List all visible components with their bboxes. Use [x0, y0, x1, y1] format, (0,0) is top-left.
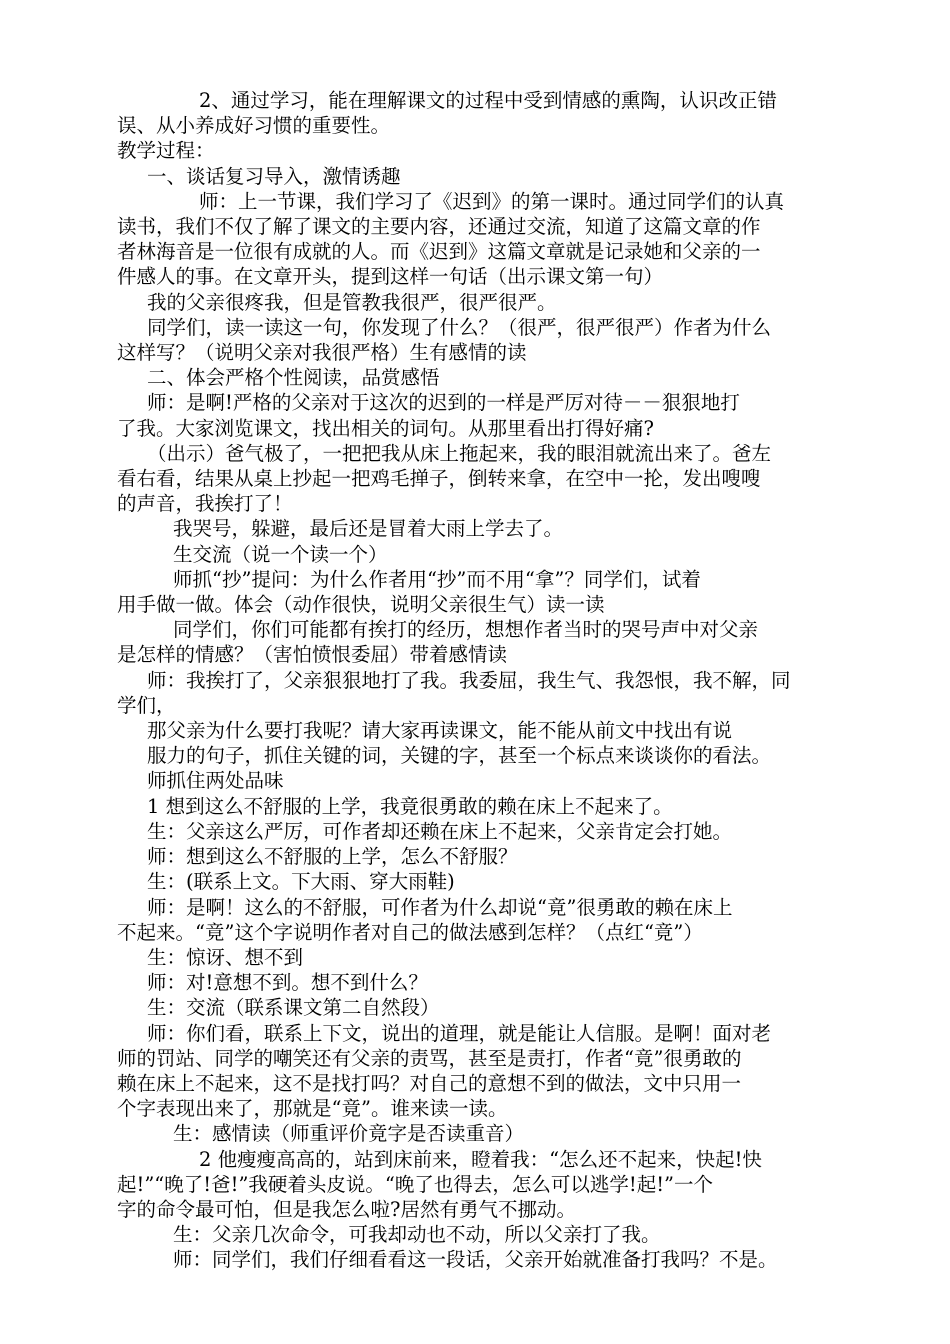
text-line: 这样写？（说明父亲对我很严格）生有感情的读: [117, 341, 527, 365]
text-line: 服力的句子，抓住关键的词，关键的字，甚至一个标点来谈谈你的看法。: [147, 744, 772, 768]
text-line: 教学过程：: [117, 139, 215, 163]
text-line: 用手做一做。体会（动作很快，说明父亲很生气）读一读: [117, 593, 605, 617]
text-line: 生：(联系上文。下大雨、穿大雨鞋): [147, 870, 455, 894]
text-line: 2 他瘦瘦高高的，站到床前来，瞪着我：“怎么还不起来，快起!快: [199, 1147, 762, 1171]
text-line: 师的罚站、同学的嘲笑还有父亲的责骂，甚至是责打，作者“竟”很勇敢的: [117, 1046, 742, 1070]
text-line: 师：上一节课，我们学习了《迟到》的第一课时。通过同学们的认真: [199, 189, 785, 213]
text-line: 件感人的事。在文章开头，提到这样一句话（出示课文第一句）: [117, 265, 664, 289]
text-line: 生交流（说一个读一个）: [173, 542, 388, 566]
text-line: 生：感情读（师重评价竟字是否读重音）: [173, 1122, 525, 1146]
text-line: 师：同学们，我们仔细看看这一段话，父亲开始就准备打我吗？不是。: [173, 1248, 778, 1272]
text-line: 师：是啊！这么的不舒服，可作者为什么却说“竟”很勇敢的赖在床上: [147, 895, 733, 919]
text-line: 生：交流（联系课文第二自然段）: [147, 996, 440, 1020]
text-line: 1 想到这么不舒服的上学，我竟很勇敢的赖在床上不起来了。: [147, 794, 673, 818]
text-line: 生：父亲这么严厉，可作者却还赖在床上不起来，父亲肯定会打她。: [147, 819, 733, 843]
text-line: 不起来。“竟”这个字说明作者对自己的做法感到怎样？（点红“竟”）: [117, 920, 703, 944]
text-line: 读书，我们不仅了解了课文的主要内容，还通过交流，知道了这篇文章的作: [117, 215, 761, 239]
text-line: 师：想到这么不舒服的上学，怎么不舒服？: [147, 845, 518, 869]
text-line: 2、通过学习，能在理解课文的过程中受到情感的熏陶，认识改正错: [199, 89, 777, 112]
text-line: 起!”“晚了!爸!”我硬着头皮说。“晚了也得去，怎么可以逃学!起!”一个: [117, 1172, 714, 1196]
text-line: 师：我挨打了，父亲狠狠地打了我。我委屈，我生气、我怨恨，我不解，同: [147, 668, 791, 692]
text-line: 字的命令最可怕，但是我怎么啦?居然有勇气不挪动。: [117, 1197, 576, 1221]
text-line: 生：惊讶、想不到: [147, 945, 304, 969]
text-line: 我哭号，躲避，最后还是冒着大雨上学去了。: [173, 517, 564, 541]
text-line: 师：对!意想不到。想不到什么？: [147, 971, 428, 995]
text-line: 个字表现出来了，那就是“竟”。谁来读一读。: [117, 1097, 508, 1121]
text-line: 者林海音是一位很有成就的人。而《迟到》这篇文章就是记录她和父亲的一: [117, 240, 761, 264]
text-line: 是怎样的情感？（害怕愤恨委屈）带着感情读: [117, 643, 508, 667]
text-line: 师抓“抄”提问：为什么作者用“抄”而不用“拿”？同学们，试着: [173, 567, 701, 591]
text-line: 同学们，你们可能都有挨打的经历，想想作者当时的哭号声中对父亲: [173, 618, 759, 642]
text-line: （出示）爸气极了，一把把我从床上拖起来，我的眼泪就流出来了。爸左: [147, 441, 772, 465]
text-line: 师：你们看，联系上下文，说出的道理，就是能让人信服。是啊！面对老: [147, 1021, 772, 1045]
text-line: 师：是啊!严格的父亲对于这次的迟到的一样是严厉对待－－狠狠地打: [147, 391, 740, 415]
text-line: 那父亲为什么要打我呢？请大家再读课文，能不能从前文中找出有说: [147, 719, 733, 743]
text-line: 生：父亲几次命令，可我却动也不动，所以父亲打了我。: [173, 1223, 661, 1247]
text-line: 师抓住两处品味: [147, 769, 284, 793]
text-line: 学们，: [117, 693, 176, 717]
text-line: 我的父亲很疼我，但是管教我很严，很严很严。: [147, 290, 557, 314]
text-line: 的声音，我挨打了！: [117, 492, 293, 516]
text-line: 误、从小养成好习惯的重要性。: [117, 114, 391, 138]
text-line: 一、谈话复习导入，激情诱趣: [147, 164, 401, 188]
text-line: 看右看，结果从桌上抄起一把鸡毛掸子，倒转来拿，在空中一抡，发出嗖嗖: [117, 467, 761, 491]
text-line: 同学们，读一读这一句，你发现了什么？（很严，很严很严）作者为什么: [147, 315, 772, 339]
text-line: 二、体会严格个性阅读，品赏感悟: [147, 366, 440, 390]
text-line: 了我。大家浏览课文，找出相关的词句。从那里看出打得好痛?: [117, 416, 654, 440]
document-body: [117, 88, 833, 1273]
text-line: 赖在床上不起来，这不是找打吗？对自己的意想不到的做法，文中只用一: [117, 1071, 742, 1095]
